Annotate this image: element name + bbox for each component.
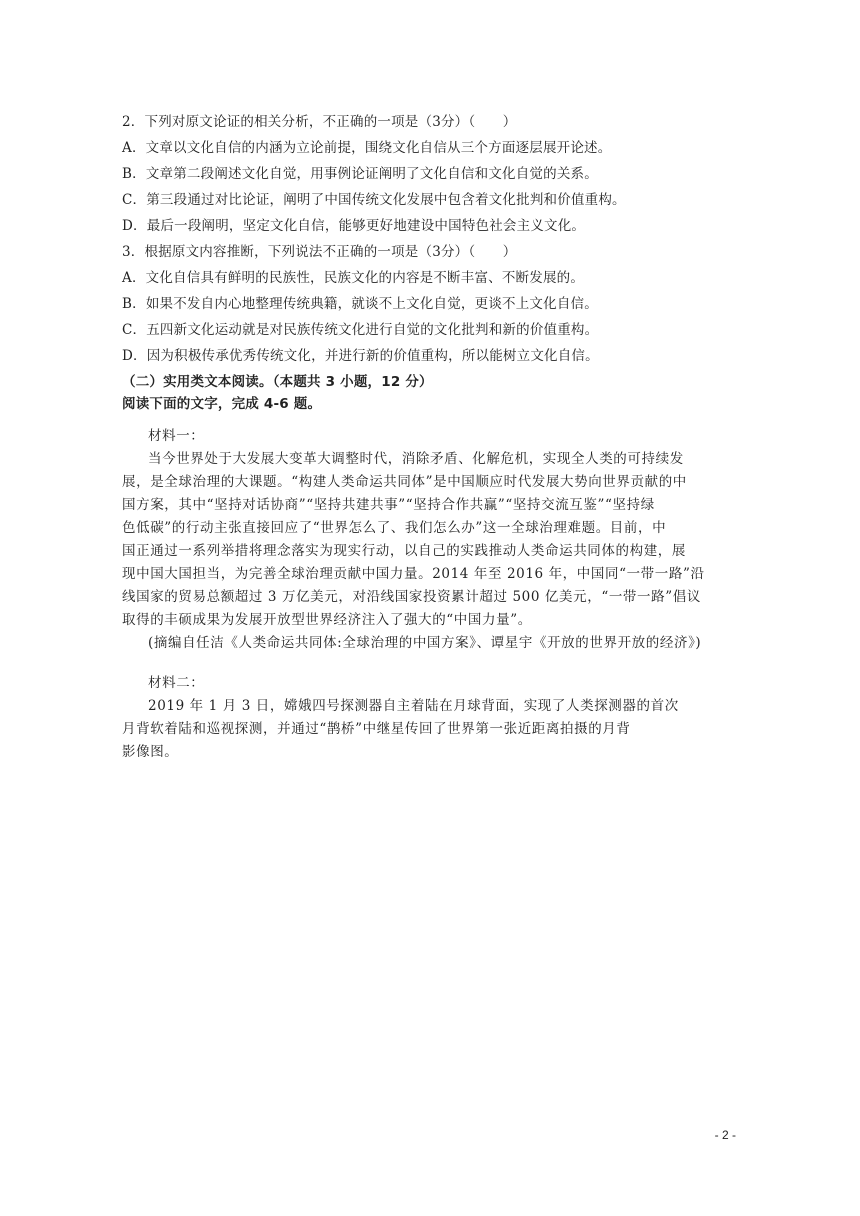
- question-3-option-b: B．如果不发自内心地整理传统典籍，就谈不上文化自觉，更谈不上文化自信。: [122, 296, 598, 312]
- question-2-option-b: B．文章第二段阐述文化自觉，用事例论证阐明了文化自信和文化自觉的关系。: [122, 166, 598, 182]
- question-2-option-a: A．文章以文化自信的内涵为立论前提，围绕文化自信从三个方面逐层展开论述。: [122, 140, 612, 156]
- question-3-option-a: A．文化自信具有鲜明的民族性，民族文化的内容是不断丰富、不断发展的。: [122, 270, 585, 286]
- question-2-stem: 2．下列对原文论证的相关分析，不正确的一项是（3分）（ ）: [122, 114, 517, 130]
- material-1-line: 国方案，其中“坚持对话协商”“坚持共建共事”“坚持合作共赢”“坚持交流互鉴”“坚持绿: [122, 497, 655, 513]
- question-3-option-d: D．因为积极传承优秀传统文化，并进行新的价值重构，所以能树立文化自信。: [122, 348, 599, 364]
- material-1-line: 当今世界处于大发展大变革大调整时代，消除矛盾、化解危机，实现全人类的可持续发: [148, 451, 684, 467]
- material-1-line: 展，是全球治理的大课题。“构建人类命运共同体”是中国顺应时代发展大势向世界贡献的中: [122, 474, 687, 490]
- material-2-label: 材料二：: [148, 675, 205, 691]
- question-3-stem: 3．根据原文内容推断，下列说法不正确的一项是（3分）（ ）: [122, 244, 517, 260]
- material-2-line: 月背软着陆和巡视探测，并通过“鹊桥”中继星传回了世界第一张近距离拍摄的月背: [122, 721, 631, 737]
- material-2-line: 影像图。: [122, 744, 179, 760]
- question-2-option-d: D．最后一段阐明，坚定文化自信，能够更好地建设中国特色社会主义文化。: [122, 218, 586, 234]
- page-number: - 2 -: [714, 1128, 736, 1142]
- material-2-line: 2019 年 1 月 3 日，嫦娥四号探测器自主着陆在月球背面，实现了人类探测器的首次: [148, 698, 679, 714]
- section-instruction: 阅读下面的文字，完成 4-6 题。: [122, 396, 322, 412]
- question-3-option-c: C．五四新文化运动就是对民族传统文化进行自觉的文化批判和新的价值重构。: [122, 322, 599, 338]
- material-1-line: 现中国大国担当，为完善全球治理贡献中国力量。2014 年至 2016 年，中国同“一带一路”沿: [122, 566, 705, 582]
- question-2-option-c: C．第三段通过对比论证，阐明了中国传统文化发展中包含着文化批判和价值重构。: [122, 192, 626, 208]
- material-1-label: 材料一：: [148, 428, 205, 444]
- material-1-line: 线国家的贸易总额超过 3 万亿美元，对沿线国家投资累计超过 500 亿美元，“一带一路”倡议: [122, 589, 701, 605]
- material-1-source: (摘编自任洁《人类命运共同体:全球治理的中国方案》、谭星宇《开放的世界开放的经济》): [148, 635, 702, 651]
- material-1-line: 国正通过一系列举措将理念落实为现实行动，以自己的实践推动人类命运共同体的构建，展: [122, 543, 686, 559]
- material-1-line: 取得的丰硕成果为发展开放型世界经济注入了强大的“中国力量”。: [122, 612, 532, 628]
- section-heading: （二）实用类文本阅读。（本题共 3 小题，12 分）: [122, 374, 433, 390]
- material-1-line: 色低碳”的行动主张直接回应了“世界怎么了、我们怎么办”这一全球治理难题。目前，中: [122, 520, 667, 536]
